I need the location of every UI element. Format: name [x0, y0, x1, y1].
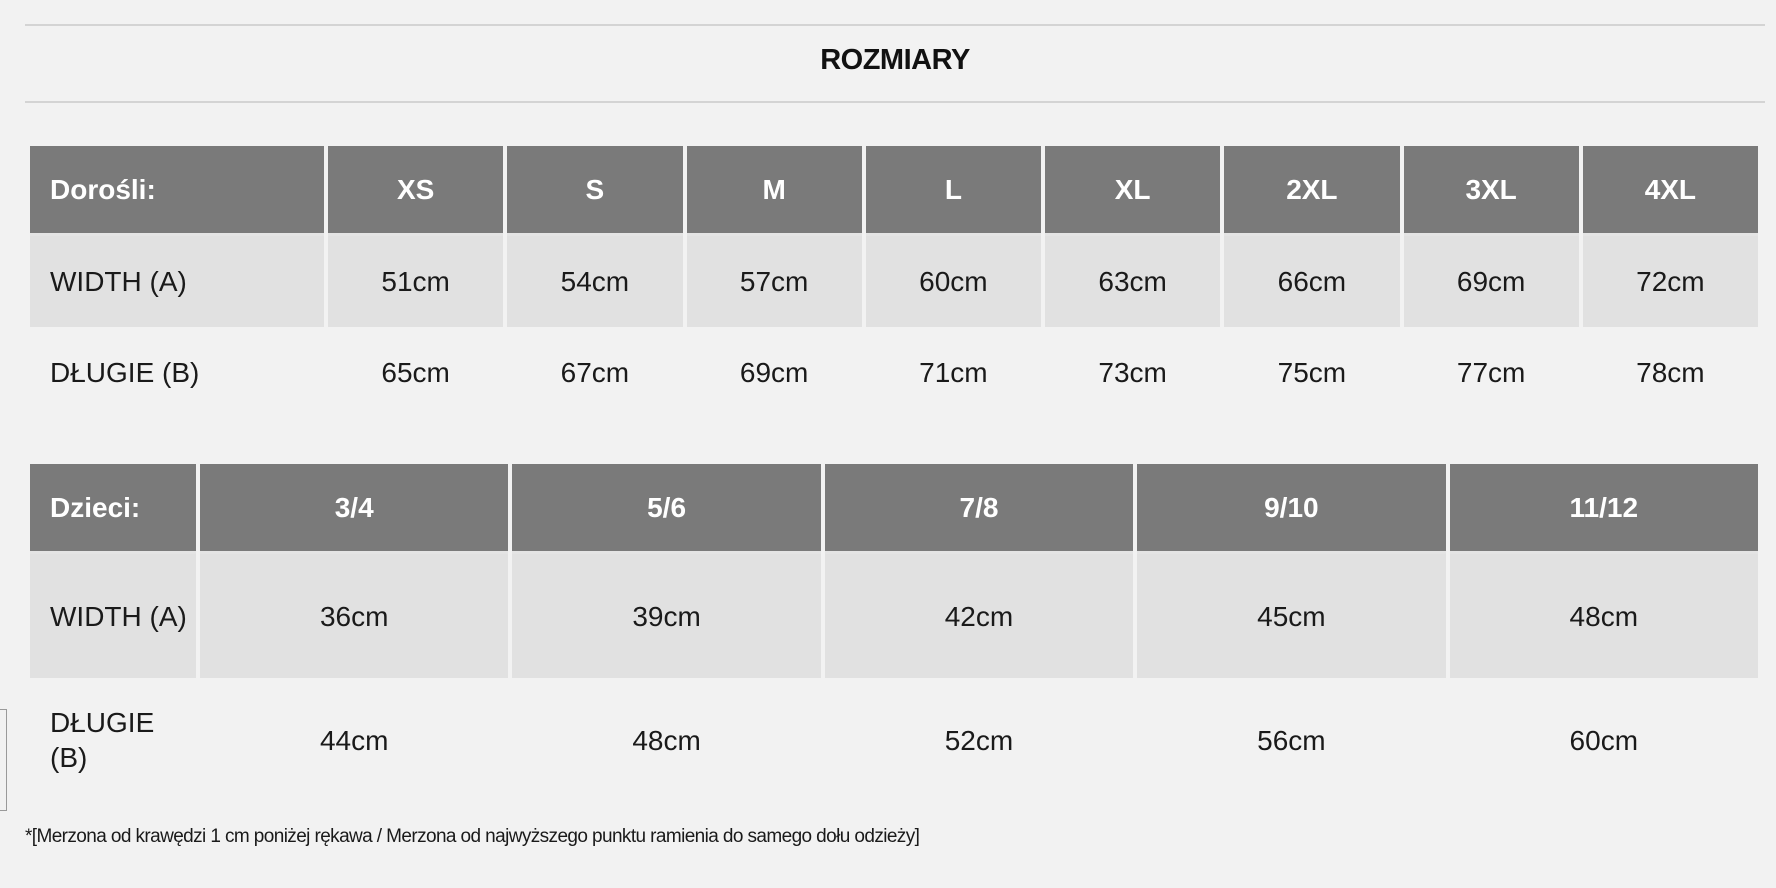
- table-cell: 56cm: [1257, 724, 1326, 756]
- table-cell: 60cm: [1569, 724, 1639, 756]
- row-label: DŁUGIE (B): [50, 356, 200, 388]
- table-cell: 51cm: [328, 236, 503, 327]
- table-cell: 45cm: [1137, 554, 1445, 678]
- adult-size-table: [26, 146, 1762, 418]
- row-label: WIDTH (A): [30, 236, 324, 327]
- table-cell: 54cm: [507, 236, 682, 327]
- kids-width-row: [30, 554, 1758, 678]
- row-label: WIDTH (A): [30, 554, 196, 678]
- page-title: ROZMIARY: [820, 44, 970, 76]
- kids-length-row: [30, 678, 1758, 802]
- table-cell: 78cm: [1636, 356, 1705, 388]
- adult-size-header: 4XL: [1583, 146, 1758, 236]
- table-cell: 63cm: [1045, 236, 1220, 327]
- title-divider: [25, 101, 1765, 103]
- kids-header-label: Dzieci:: [30, 464, 196, 554]
- measurement-footnote: *[Merzona od krawędzi 1 cm poniżej rękawa / Merzona od najwyższego punktu ramienia do samego dołu odzieży]: [25, 826, 920, 847]
- adult-size-header: XS: [328, 146, 503, 236]
- table-cell: 67cm: [560, 356, 630, 388]
- table-cell: 66cm: [1224, 236, 1399, 327]
- kids-size-header: 9/10: [1137, 464, 1445, 554]
- adult-header-label: Dorośli:: [30, 146, 324, 236]
- table-cell: 73cm: [1098, 356, 1167, 388]
- adult-size-header: 2XL: [1224, 146, 1399, 236]
- table-cell: 44cm: [319, 724, 389, 756]
- adult-size-header: S: [507, 146, 682, 236]
- edge-marker: [0, 709, 7, 811]
- adult-length-row: [30, 327, 1758, 418]
- kids-size-header: 3/4: [200, 464, 508, 554]
- adult-width-row: [30, 236, 1758, 327]
- table-cell: 77cm: [1456, 356, 1526, 388]
- kids-header-row: [30, 464, 1758, 554]
- table-cell: 65cm: [381, 356, 450, 388]
- table-cell: 69cm: [739, 356, 809, 388]
- adult-header-row: [30, 146, 1758, 236]
- kids-size-header: 11/12: [1450, 464, 1758, 554]
- table-cell: 75cm: [1277, 356, 1347, 388]
- kids-size-header: 5/6: [512, 464, 820, 554]
- kids-size-table: [26, 464, 1762, 802]
- table-cell: 57cm: [687, 236, 862, 327]
- row-label: DŁUGIE (B): [50, 707, 155, 773]
- table-cell: 60cm: [866, 236, 1041, 327]
- table-cell: 48cm: [632, 724, 701, 756]
- table-cell: 39cm: [512, 554, 820, 678]
- top-divider: [25, 24, 1765, 26]
- adult-size-header: XL: [1045, 146, 1220, 236]
- table-cell: 71cm: [919, 356, 988, 388]
- table-cell: 72cm: [1583, 236, 1758, 327]
- table-cell: 42cm: [825, 554, 1133, 678]
- table-cell: 52cm: [944, 724, 1014, 756]
- adult-size-header: L: [866, 146, 1041, 236]
- table-cell: 48cm: [1450, 554, 1758, 678]
- adult-size-header: 3XL: [1404, 146, 1579, 236]
- table-cell: 69cm: [1404, 236, 1579, 327]
- kids-size-header: 7/8: [825, 464, 1133, 554]
- table-cell: 36cm: [200, 554, 508, 678]
- adult-size-header: M: [687, 146, 862, 236]
